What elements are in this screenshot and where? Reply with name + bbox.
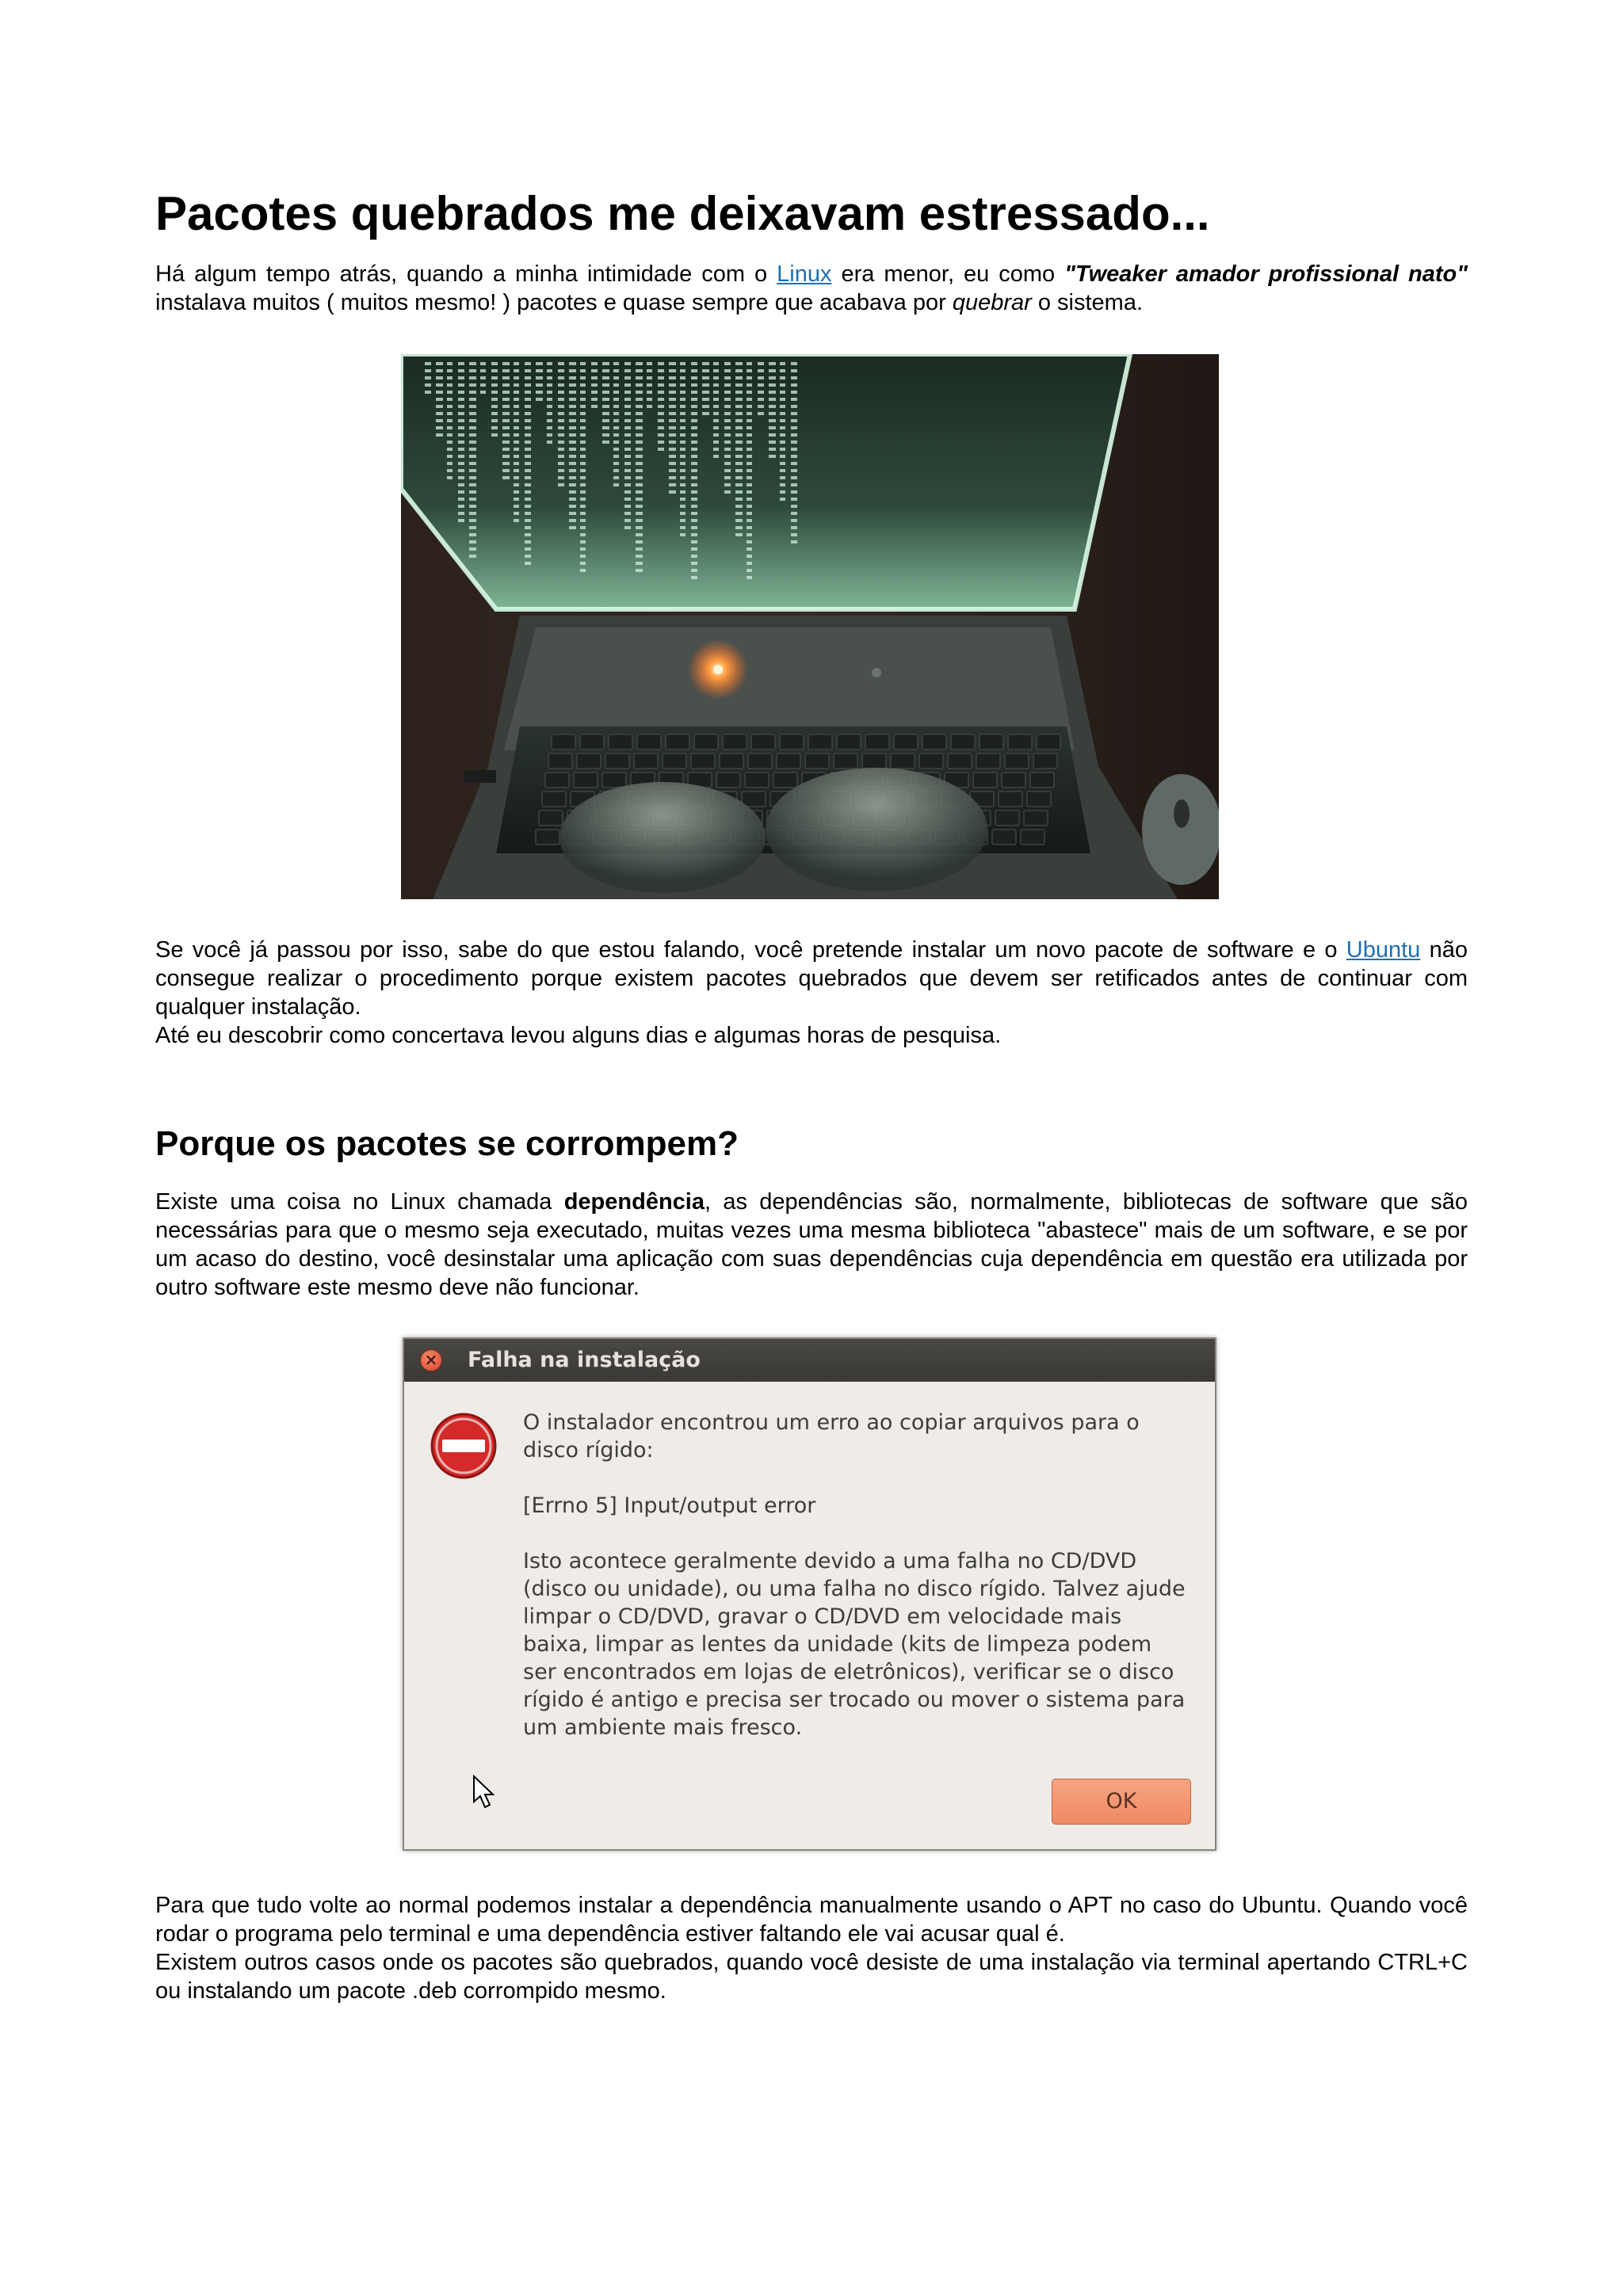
para2-text-2: não consegue realizar o procedimento porque existem pacotes quebrados que devem ser retificados antes de continuar com qualquer instalação. [155,937,1468,1020]
intro-text-1: Há algum tempo atrás, quando a minha intimidade com o [155,261,777,287]
dialog-error-code: [Errno 5] Input/output error [523,1493,816,1518]
experience-paragraph [155,936,1468,1050]
para3-text-1: Existe uma coisa no Linux chamada [155,1189,564,1215]
para4-line-1: Para que tudo volte ao normal podemos instalar a dependência manualmente usando o APT no caso do Ubuntu. Quando você rodar o programa pelo terminal e uma dependência estiver faltando ele vai acusar qual é. [155,1893,1468,1947]
linux-link[interactable]: Linux [777,261,832,287]
para2-text-1: Se você já passou por isso, sabe do que estou falando, você pretende instalar um novo pacote de software e o [155,937,1346,963]
close-icon[interactable]: × [420,1349,442,1371]
dialog-details: Isto acontece geralmente devido a uma falha no CD/DVD (disco ou unidade), ou uma falha no disco rígido. Talvez ajude limpar o CD/DVD, gravar o CD/DVD em velocidade mais baixa, limpar as lentes da unidade (kits de limpeza podem ser encontrados em lojas de eletrônicos), verificar se o disco rígido é antigo e precisa ser trocado ou mover o sistema para um ambiente mais fresco. [523,1549,1186,1740]
intro-text-3: instalava muitos ( muitos mesmo! ) pacotes e quase sempre que acabava por [155,290,953,315]
ubuntu-link[interactable]: Ubuntu [1346,937,1421,963]
quebrar-emphasis: quebrar [952,290,1032,315]
dialog-message: O instalador encontrou um erro ao copiar arquivos para o disco rígido: [523,1410,1140,1463]
dialog-title: Falha na instalação [468,1348,701,1372]
dialog-titlebar [404,1339,1215,1382]
stop-error-icon [430,1412,498,1480]
para2-line-2: Até eu descobrir como concertava levou alguns dias e algumas horas de pesquisa. [155,1023,1002,1048]
solution-paragraph [155,1891,1468,2005]
dependency-paragraph [155,1188,1468,1302]
intro-text-4: o sistema. [1031,290,1144,315]
para4-line-2: Existem outros casos onde os pacotes são quebrados, quando você desiste de uma instalação via terminal apertando CTRL+C ou instalando um pacote .deb corrompido mesmo. [155,1950,1468,2004]
intro-paragraph [155,260,1468,317]
tweaker-quote: "Tweaker amador profissional nato" [1064,261,1468,287]
intro-text-2: era menor, eu como [831,261,1065,287]
para3-text-2: , as dependências são, normalmente, bibliotecas de software que são necessárias para que o mesmo seja executado, muitas vezes uma mesma biblioteca "abastece" mais de um software, e se por um acaso do destino, você desinstalar uma aplicação com suas dependências cuja dependência em questão era utilizada por outro software este mesmo deve não funcionar. [155,1189,1468,1300]
dependencia-bold: dependência [563,1189,705,1215]
section-heading: Porque os pacotes se corrompem? [155,1124,739,1163]
install-error-dialog-screenshot [403,1337,1216,1851]
laptop-matrix-photo [401,354,1219,899]
ok-button[interactable]: OK [1052,1779,1191,1825]
page-title: Pacotes quebrados me deixavam estressado... [155,187,1210,240]
mouse-pointer-icon [472,1775,495,1810]
